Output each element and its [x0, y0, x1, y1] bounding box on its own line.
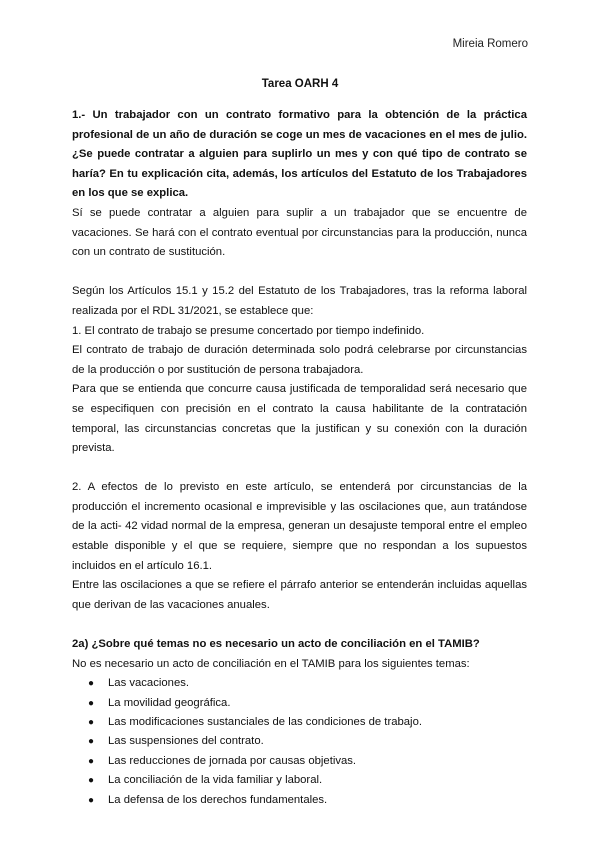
article-point-1: 1. El contrato de trabajo se presume concertado por tiempo indefinido. [72, 324, 425, 337]
articles-intro: Según los Artículos 15.1 y 15.2 del Estatuto de los Trabajadores, tras la reforma laboral realizada por el RDL 31/2021, se establece que: [72, 285, 527, 317]
list-item [72, 732, 527, 751]
author-name: Mireia Romero [452, 38, 528, 50]
list-item-text: Las reducciones de jornada por causas objetivas. [108, 754, 357, 767]
list-item [72, 694, 527, 713]
bullet-icon: ● [88, 697, 95, 709]
list-item [72, 771, 527, 790]
article-point-2-para-1: 2. A efectos de lo previsto en este artículo, se entenderá por circunstancias de la producción el incremento ocasional e imprevisible y las oscilaciones que, aun tratándose de la acti- 42 vidad normal de la empresa, generan un desajuste temporal entre el empleo estable disponible y el que se requiere, siempre que no respondan a los supuestos incluidos en el artículo 16.1. [72, 481, 527, 572]
bullet-icon: ● [88, 755, 95, 767]
list-item-text: La defensa de los derechos fundamentales. [108, 793, 328, 806]
spacer [72, 459, 527, 479]
list-item [72, 791, 527, 810]
list-item [72, 713, 527, 732]
topics-list [72, 674, 527, 810]
list-item-text: Las vacaciones. [108, 677, 190, 690]
bullet-icon: ● [88, 678, 95, 690]
document-title: Tarea OARH 4 [261, 78, 339, 90]
list-item-text: La movilidad geográfica. [108, 696, 231, 709]
list-item-text: La conciliación de la vida familiar y laboral. [108, 774, 323, 787]
article-point-1-para-2: Para que se entienda que concurre causa justificada de temporalidad será necesario que se especifiquen con precisión en el contrato la causa habilitante de la contratación temporal, las circunstancias concretas que la justifican y su conexión con la duración prevista. [72, 383, 527, 455]
list-item [72, 674, 527, 693]
question-2a-intro: No es necesario un acto de conciliación en el TAMIB para los siguientes temas: [72, 657, 470, 670]
bullet-icon: ● [88, 794, 95, 806]
list-item-text: Las modificaciones sustanciales de las condiciones de trabajo. [108, 716, 422, 729]
spacer [72, 615, 527, 635]
question-2a-heading: 2a) ¿Sobre qué temas no es necesario un acto de conciliación en el TAMIB? [72, 638, 480, 651]
question-1: 1.- Un trabajador con un contrato formativo para la obtención de la práctica profesional de un año de duración se coge un mes de vacaciones en el mes de julio. ¿Se puede contratar a alguien para suplirlo un mes y con qué tipo de contrato se haría? En tu explicación cita, además, los artículos del Estatuto de los Trabajadores en los que se explica. [72, 109, 527, 200]
article-point-2-para-2: Entre las oscilaciones a que se refiere el párrafo anterior se entenderán incluidas aquellas que derivan de las vacaciones anuales. [72, 579, 527, 611]
list-item-text: Las suspensiones del contrato. [108, 735, 264, 748]
spacer [72, 263, 527, 283]
bullet-icon: ● [88, 717, 95, 729]
answer-1: Sí se puede contratar a alguien para suplir a un trabajador que se encuentre de vacaciones. Se hará con el contrato eventual por circunstancias para la producción, nunca con un contrato de sustitución. [72, 206, 527, 259]
article-point-1-para-1: El contrato de trabajo de duración determinada solo podrá celebrarse por circunstancias de la producción o por sustitución de persona trabajadora. [72, 344, 527, 376]
document-body [72, 106, 527, 810]
bullet-icon: ● [88, 775, 95, 787]
list-item [72, 752, 527, 771]
bullet-icon: ● [88, 736, 95, 748]
